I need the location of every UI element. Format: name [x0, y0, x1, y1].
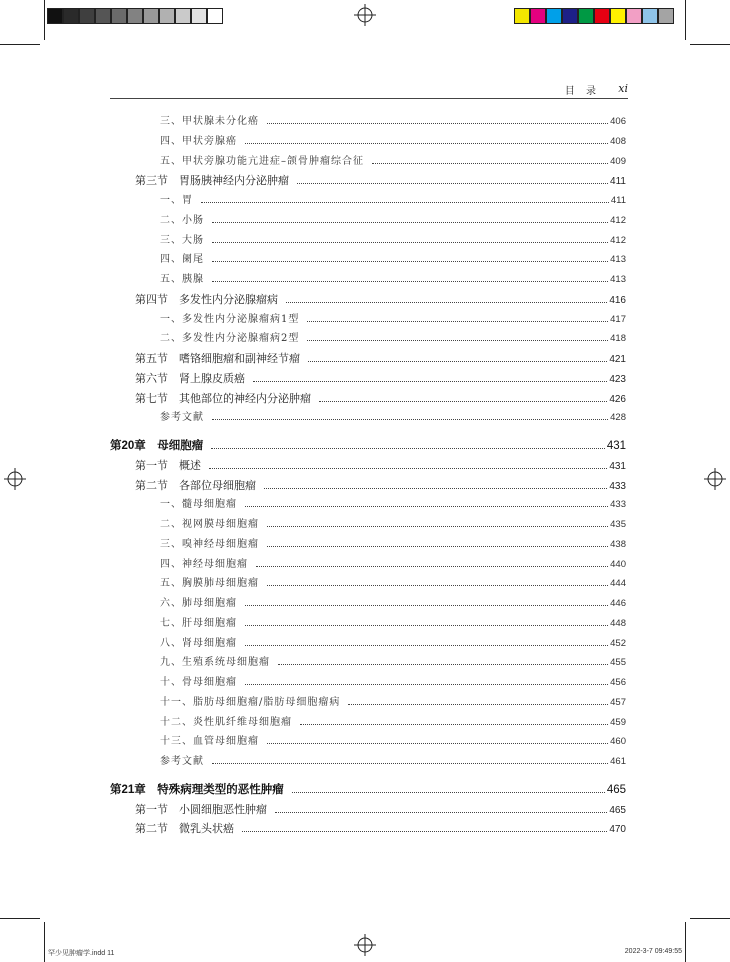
dot-leader — [372, 154, 608, 164]
toc-entry-title: 第六节 肾上腺皮质癌 — [135, 371, 245, 385]
toc-entry-page: 408 — [610, 135, 626, 147]
dot-leader — [212, 410, 608, 420]
registration-mark-icon — [354, 934, 376, 956]
toc-entry-title: 二、小肠 — [160, 214, 204, 226]
toc-entry-section[interactable] — [135, 802, 626, 818]
toc-entry-title: 四、阑尾 — [160, 254, 204, 266]
dot-leader — [212, 252, 608, 262]
calibration-swatch — [63, 8, 79, 24]
dot-leader — [245, 616, 608, 626]
toc-entry-page: 418 — [610, 333, 626, 345]
toc-entry-sub[interactable] — [160, 497, 626, 513]
toc-entry-section[interactable] — [135, 821, 626, 837]
calibration-swatch — [207, 8, 223, 24]
toc-entry-page: 455 — [610, 657, 626, 669]
dot-leader — [267, 734, 608, 744]
toc-entry-title: 三、嗅神经母细胞瘤 — [160, 538, 259, 550]
dot-leader — [212, 272, 608, 282]
crop-mark — [0, 918, 40, 919]
toc-entry-sub[interactable] — [160, 557, 626, 573]
dot-leader — [256, 557, 608, 567]
toc-entry-page: 406 — [610, 116, 626, 127]
print-timestamp: 2022-3-7 09:49:55 — [624, 948, 682, 955]
toc-entry-page: 428 — [610, 412, 626, 424]
toc-entry-sub[interactable] — [160, 655, 626, 671]
toc-entry-page: 438 — [610, 538, 626, 550]
toc-entry-sub[interactable] — [160, 252, 626, 268]
toc-entry-page: 413 — [610, 274, 626, 285]
registration-mark-icon — [4, 468, 26, 490]
toc-entry-page: 456 — [610, 677, 626, 688]
calibration-swatch — [47, 8, 63, 24]
toc-entry-title: 四、甲状旁腺癌 — [160, 135, 237, 147]
toc-entry-title: 五、胰腺 — [160, 274, 204, 285]
toc-entry-title: 十三、血管母细胞瘤 — [160, 736, 259, 748]
toc-entry-sub[interactable] — [160, 537, 626, 553]
dot-leader — [245, 596, 608, 606]
toc-entry-page: 465 — [609, 804, 626, 816]
running-header — [110, 82, 628, 98]
toc-entry-sub[interactable] — [160, 154, 626, 170]
toc-entry-page: 433 — [609, 480, 626, 492]
toc-entry-section[interactable] — [135, 458, 626, 474]
toc-entry-page: 431 — [609, 460, 626, 472]
toc-entry-sub[interactable] — [160, 517, 626, 533]
toc-entry-sub[interactable] — [160, 312, 626, 328]
toc-entry-sub[interactable] — [160, 193, 626, 209]
toc-entry-page: 444 — [610, 578, 626, 590]
toc-entry-section[interactable] — [135, 478, 626, 494]
toc-entry-title: 二、多发性内分泌腺瘤病2型 — [160, 333, 300, 345]
dot-leader — [212, 233, 608, 243]
toc-entry-title: 三、甲状腺未分化癌 — [160, 116, 259, 127]
toc-entry-page: 412 — [610, 214, 626, 226]
dot-leader — [278, 655, 608, 665]
toc-entry-sub[interactable] — [160, 213, 626, 229]
dot-leader — [292, 783, 605, 793]
dot-leader — [245, 497, 608, 507]
toc-entry-title: 参考文献 — [160, 412, 204, 424]
dot-leader — [209, 459, 607, 469]
toc-entry-title: 十二、炎性肌纤维母细胞瘤 — [160, 716, 292, 728]
toc-entry-page: 465 — [606, 783, 626, 796]
registration-mark-icon — [354, 4, 376, 26]
dot-leader — [319, 392, 607, 402]
toc-entry-page: 413 — [610, 254, 626, 266]
registration-mark-icon — [704, 468, 726, 490]
toc-entry-sub[interactable] — [160, 576, 626, 592]
dot-leader — [300, 715, 608, 725]
calibration-swatch — [594, 8, 610, 24]
calibration-swatch — [191, 8, 207, 24]
crop-mark — [44, 922, 45, 962]
calibration-swatch — [658, 8, 674, 24]
toc-entry-title: 参考文献 — [160, 756, 204, 767]
toc-entry-page: 440 — [610, 558, 626, 570]
calibration-swatch — [642, 8, 658, 24]
toc-entry-section[interactable] — [135, 351, 626, 367]
dot-leader — [245, 675, 608, 685]
toc-entry-title: 十一、脂肪母细胞瘤/脂肪母细胞瘤病 — [160, 696, 341, 708]
toc-entry-title: 四、神经母细胞瘤 — [160, 558, 248, 570]
toc-entry-section[interactable] — [135, 371, 626, 387]
toc-entry-title: 第21章 特殊病理类型的恶性肿瘤 — [110, 783, 284, 796]
crop-mark — [690, 44, 730, 45]
toc-entry-sub[interactable] — [160, 715, 626, 731]
toc-entry-page: 426 — [609, 393, 626, 405]
toc-entry-sub[interactable] — [160, 734, 626, 750]
dot-leader — [286, 293, 607, 303]
toc-entry-title: 九、生殖系统母细胞瘤 — [160, 657, 270, 669]
dot-leader — [242, 822, 607, 832]
calibration-swatch — [546, 8, 562, 24]
dot-leader — [308, 352, 607, 362]
header-rule — [110, 98, 628, 99]
calibration-swatch — [514, 8, 530, 24]
toc-entry-title: 第一节 概述 — [135, 458, 201, 472]
toc-entry-chapter[interactable] — [110, 438, 626, 454]
calibration-swatch — [562, 8, 578, 24]
toc-entry-page: 421 — [609, 354, 626, 365]
dot-leader — [267, 114, 608, 124]
toc-entry-page: 417 — [610, 313, 626, 325]
toc-entry-section[interactable] — [135, 292, 626, 308]
crop-mark — [44, 0, 45, 40]
toc-entry-page: 423 — [609, 373, 626, 385]
toc-entry-page: 411 — [610, 195, 626, 206]
toc-entry-title: 第五节 嗜铬细胞瘤和副神经节瘤 — [135, 352, 300, 365]
toc-entry-sub[interactable] — [160, 272, 626, 288]
toc-entry-section[interactable] — [135, 391, 626, 407]
toc-entry-page: 457 — [610, 696, 626, 708]
running-header-title: 目 录 — [564, 86, 600, 97]
toc-entry-page: 452 — [610, 637, 626, 649]
toc-entry-title: 第二节 微乳头状癌 — [135, 822, 234, 836]
toc-entry-title: 第二节 各部位母细胞瘤 — [135, 478, 256, 492]
toc-entry-page: 459 — [610, 716, 626, 728]
toc-entry-sub[interactable] — [160, 675, 626, 691]
toc-entry-sub[interactable] — [160, 695, 626, 711]
toc-entry-sub[interactable] — [160, 331, 626, 347]
dot-leader — [267, 576, 608, 586]
calibration-swatch — [610, 8, 626, 24]
toc-entry-title: 六、肺母细胞瘤 — [160, 598, 237, 609]
calibration-swatch — [175, 8, 191, 24]
toc-entry-page: 431 — [606, 440, 626, 452]
calibration-swatch — [95, 8, 111, 24]
toc-entry-title: 五、胸膜肺母细胞瘤 — [160, 578, 259, 590]
toc-entry-title: 第七节 其他部位的神经内分泌肿瘤 — [135, 391, 311, 405]
toc-entry-title: 第三节 胃肠胰神经内分泌肿瘤 — [135, 174, 289, 188]
dot-leader — [212, 754, 608, 764]
dot-leader — [245, 134, 608, 144]
toc-entry-sub[interactable] — [160, 754, 626, 770]
toc-entry-sub[interactable] — [160, 114, 626, 130]
dot-leader — [267, 537, 608, 547]
crop-mark — [690, 918, 730, 919]
calibration-swatch — [79, 8, 95, 24]
toc-entry-page: 461 — [610, 756, 626, 767]
dot-leader — [275, 803, 607, 813]
dot-leader — [307, 312, 608, 322]
toc-entry-page: 448 — [610, 617, 626, 629]
calibration-swatch — [530, 8, 546, 24]
toc-entry-chapter[interactable] — [110, 782, 626, 798]
dot-leader — [253, 372, 607, 382]
dot-leader — [348, 695, 608, 705]
toc-entry-page: 460 — [610, 736, 626, 748]
calibration-swatch — [111, 8, 127, 24]
calibration-swatch — [143, 8, 159, 24]
toc-entry-sub[interactable] — [160, 636, 626, 652]
toc-entry-title: 第一节 小圆细胞恶性肿瘤 — [135, 802, 267, 816]
toc-entry-sub[interactable] — [160, 596, 626, 612]
toc-entry-title: 一、胃 — [160, 195, 193, 206]
toc-entry-title: 十、骨母细胞瘤 — [160, 677, 237, 688]
crop-mark — [685, 922, 686, 962]
dot-leader — [264, 479, 607, 489]
toc-entry-sub[interactable] — [160, 410, 626, 426]
dot-leader — [211, 439, 605, 449]
calibration-swatch — [159, 8, 175, 24]
toc-entry-page: 412 — [610, 234, 626, 246]
toc-entry-section[interactable] — [135, 173, 626, 189]
dot-leader — [212, 213, 608, 223]
page-number: xi — [618, 82, 628, 95]
toc-entry-sub[interactable] — [160, 233, 626, 249]
toc-entry-page: 446 — [610, 598, 626, 609]
toc-entry-title: 第四节 多发性内分泌腺瘤病 — [135, 292, 278, 306]
color-calibration-bar — [514, 8, 674, 24]
dot-leader — [245, 636, 608, 646]
toc-entry-title: 一、髓母细胞瘤 — [160, 499, 237, 511]
calibration-swatch — [626, 8, 642, 24]
dot-leader — [297, 174, 608, 184]
toc-entry-page: 411 — [610, 176, 626, 188]
dot-leader — [307, 331, 608, 341]
toc-entry-page: 416 — [609, 294, 626, 306]
dot-leader — [201, 193, 609, 203]
toc-entry-page: 433 — [610, 499, 626, 511]
dot-leader — [267, 517, 608, 527]
toc-entry-sub[interactable] — [160, 134, 626, 150]
toc-entry-page: 435 — [610, 519, 626, 530]
toc-entry-title: 第20章 母细胞瘤 — [110, 440, 204, 452]
toc-entry-title: 七、肝母细胞瘤 — [160, 617, 237, 629]
toc-entry-title: 五、甲状旁腺功能亢进症–颌骨肿瘤综合征 — [160, 155, 364, 167]
crop-mark — [0, 44, 40, 45]
toc-entry-page: 470 — [609, 824, 626, 836]
toc-entry-title: 三、大肠 — [160, 234, 204, 246]
toc-entry-title: 二、视网膜母细胞瘤 — [160, 519, 259, 530]
toc-entry-sub[interactable] — [160, 616, 626, 632]
calibration-swatch — [127, 8, 143, 24]
calibration-swatch — [578, 8, 594, 24]
crop-mark — [685, 0, 686, 40]
toc-entry-title: 一、多发性内分泌腺瘤病1型 — [160, 313, 300, 325]
file-slug: 罕少见肿瘤学.indd 11 — [48, 950, 115, 957]
toc-entry-title: 八、肾母细胞瘤 — [160, 637, 237, 649]
toc-entry-page: 409 — [610, 155, 626, 167]
grayscale-calibration-bar — [47, 8, 223, 24]
